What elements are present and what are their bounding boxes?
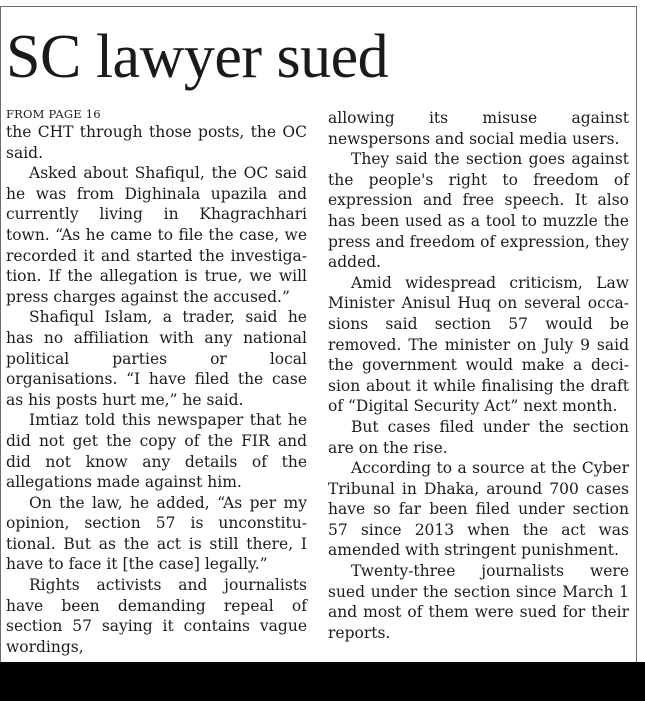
paragraph: allowing its misuse against newspersons and social media users. bbox=[328, 109, 629, 148]
paragraph: Rights activists and journalists have been demanding repeal of section 57 saying it contains vague wordings, bbox=[6, 576, 307, 656]
left-column bbox=[6, 107, 307, 657]
paragraph: But cases filed under the section are on the rise. bbox=[328, 417, 629, 457]
paragraph: Amid widespread criticism, Law Minister Anisul Huq on several occasions said section 57 would be removed. The minister on July 9 said the government would make a decision about it while finalising the draft of “Digital Security Act” next month. bbox=[328, 273, 629, 416]
paragraph: Twenty-three journalists were sued under the section since March 1 and most of them were sued for their reports. bbox=[328, 562, 629, 642]
paragraph: On the law, he added, “As per my opinion, section 57 is unconstitutional. But as the act is still there, I have to face it [the case] legally.” bbox=[6, 493, 307, 574]
right-column bbox=[328, 108, 629, 643]
paragraph: Asked about Shafiqul, the OC said he was from Dighinala upazila and currently living in Khagrachhari town. “As he came to file the case, we recorded it and started the investigation. If the allegation is true, we will press charges against the accused.” bbox=[6, 164, 307, 306]
paragraph: Shafiqul Islam, a trader, said he has no affiliation with any national political parties or local organisations. “I have filed the case as his posts hurt me,” he said. bbox=[6, 308, 307, 409]
paragraph: They said the section goes against the people's right to freedom of expression and free speech. It also has been used as a tool to muzzle the press and freedom of expression, they added. bbox=[328, 150, 629, 272]
jump-line: FROM PAGE 16 bbox=[6, 107, 101, 121]
headline: SC lawyer sued bbox=[6, 23, 389, 91]
paragraph: the CHT through those posts, the OC said. bbox=[6, 123, 307, 162]
paragraph: According to a source at the Cyber Tribunal in Dhaka, around 700 cases have so far been filed under section 57 since 2013 when the act was amended with stringent punishment. bbox=[328, 459, 629, 560]
paragraph: Imtiaz told this newspaper that he did not get the copy of the FIR and did not know any details of the allegations made against him. bbox=[6, 411, 307, 492]
